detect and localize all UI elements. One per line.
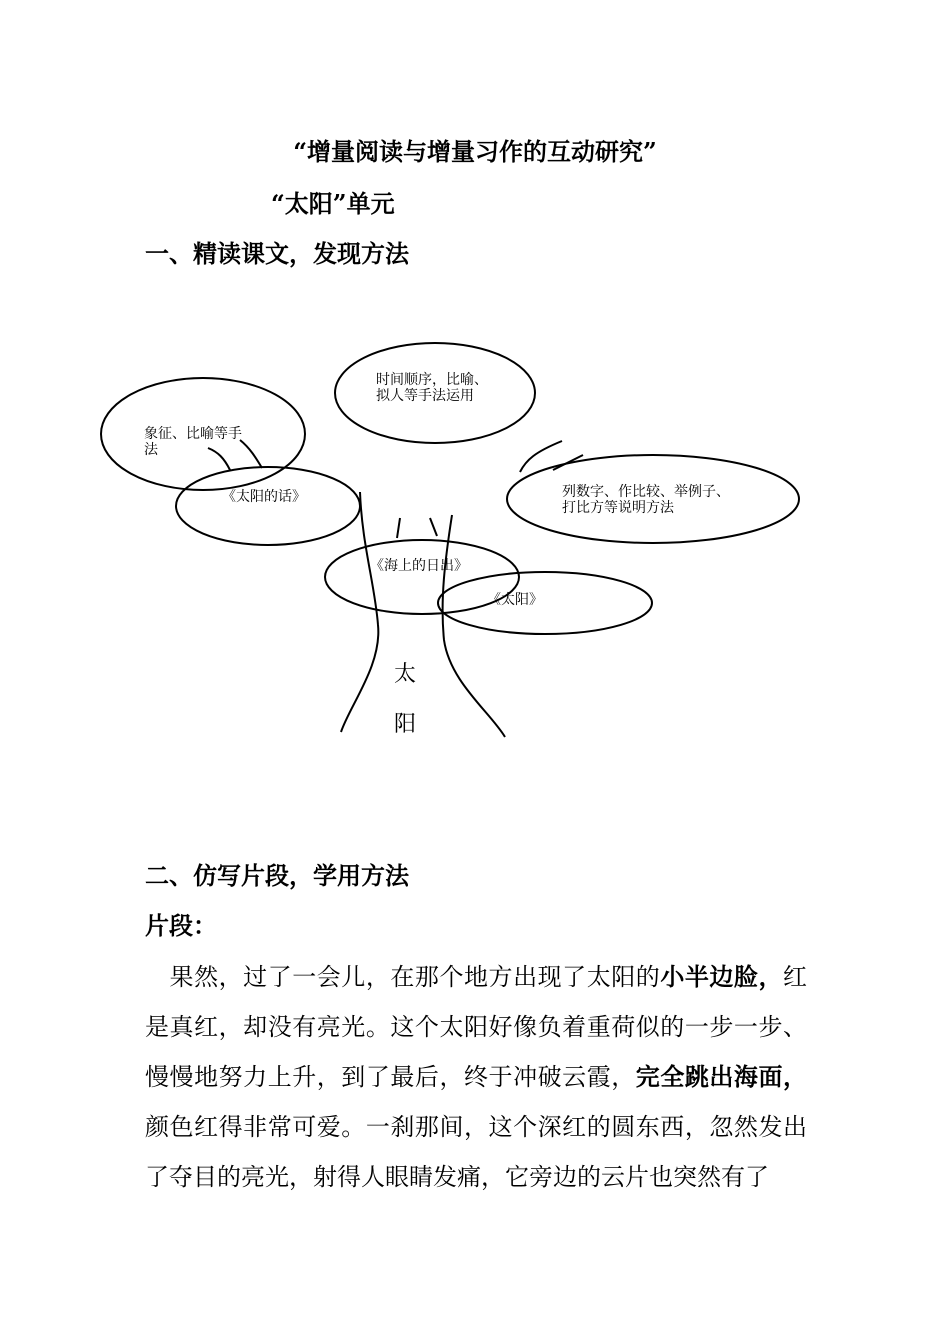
section-heading-1: 一、精读课文，发现方法	[145, 239, 409, 268]
bubble-sun-words	[176, 467, 360, 545]
paragraph-text-1: 果然，过了一会儿，在那个地方出现了太阳的	[169, 963, 661, 991]
bubble-time-order-line2: 拟人等手法运用	[376, 388, 474, 404]
fragment-paragraph	[145, 952, 807, 1202]
bubble-explain-line2: 打比方等说明方法	[562, 500, 674, 516]
paragraph-bold-1: 小半边脸，	[660, 962, 784, 991]
trunk-char-2: 阳	[394, 712, 417, 737]
branch-3	[208, 448, 230, 470]
branch-5	[520, 441, 562, 472]
branch-2	[430, 518, 437, 536]
section-heading-2: 二、仿写片段，学用方法	[145, 861, 409, 890]
bubble-symbol-line1: 象征、比喻等手	[144, 426, 242, 442]
bubble-symbol-line2: 法	[144, 442, 158, 458]
bubble-sun	[438, 572, 652, 634]
fragment-label: 片段：	[145, 911, 217, 940]
bubble-sun-label: 《太阳》	[487, 592, 543, 608]
unit-heading: “太阳”单元	[271, 189, 395, 218]
bubble-time-order-line1: 时间顺序，比喻、	[376, 372, 488, 388]
paragraph-text-2: 红是真红，却没有亮光。这个太阳好像负着重荷似的一步一步、慢慢地努力上升，到了最后，终于冲破云霞，	[145, 963, 808, 1091]
tree-mind-map	[0, 300, 950, 760]
branch-4	[240, 440, 262, 468]
paragraph-bold-2: 完全跳出海面，	[635, 1062, 808, 1091]
trunk-char-1: 太	[394, 662, 417, 687]
bubble-sun-words-label: 《太阳的话》	[222, 489, 306, 505]
tree-trunk-left	[341, 492, 378, 732]
branch-1	[397, 518, 400, 538]
bubble-explain-line1: 列数字、作比较、举例子、	[562, 484, 730, 500]
bubble-sunrise-label: 《海上的日出》	[370, 558, 468, 574]
document-title: “增量阅读与增量习作的互动研究”	[293, 137, 657, 166]
paragraph-text-3: 颜色红得非常可爱。一刹那间，这个深红的圆东西，忽然发出了夺目的亮光，射得人眼睛发痛，它旁边的云片也突然有了	[145, 1113, 807, 1191]
